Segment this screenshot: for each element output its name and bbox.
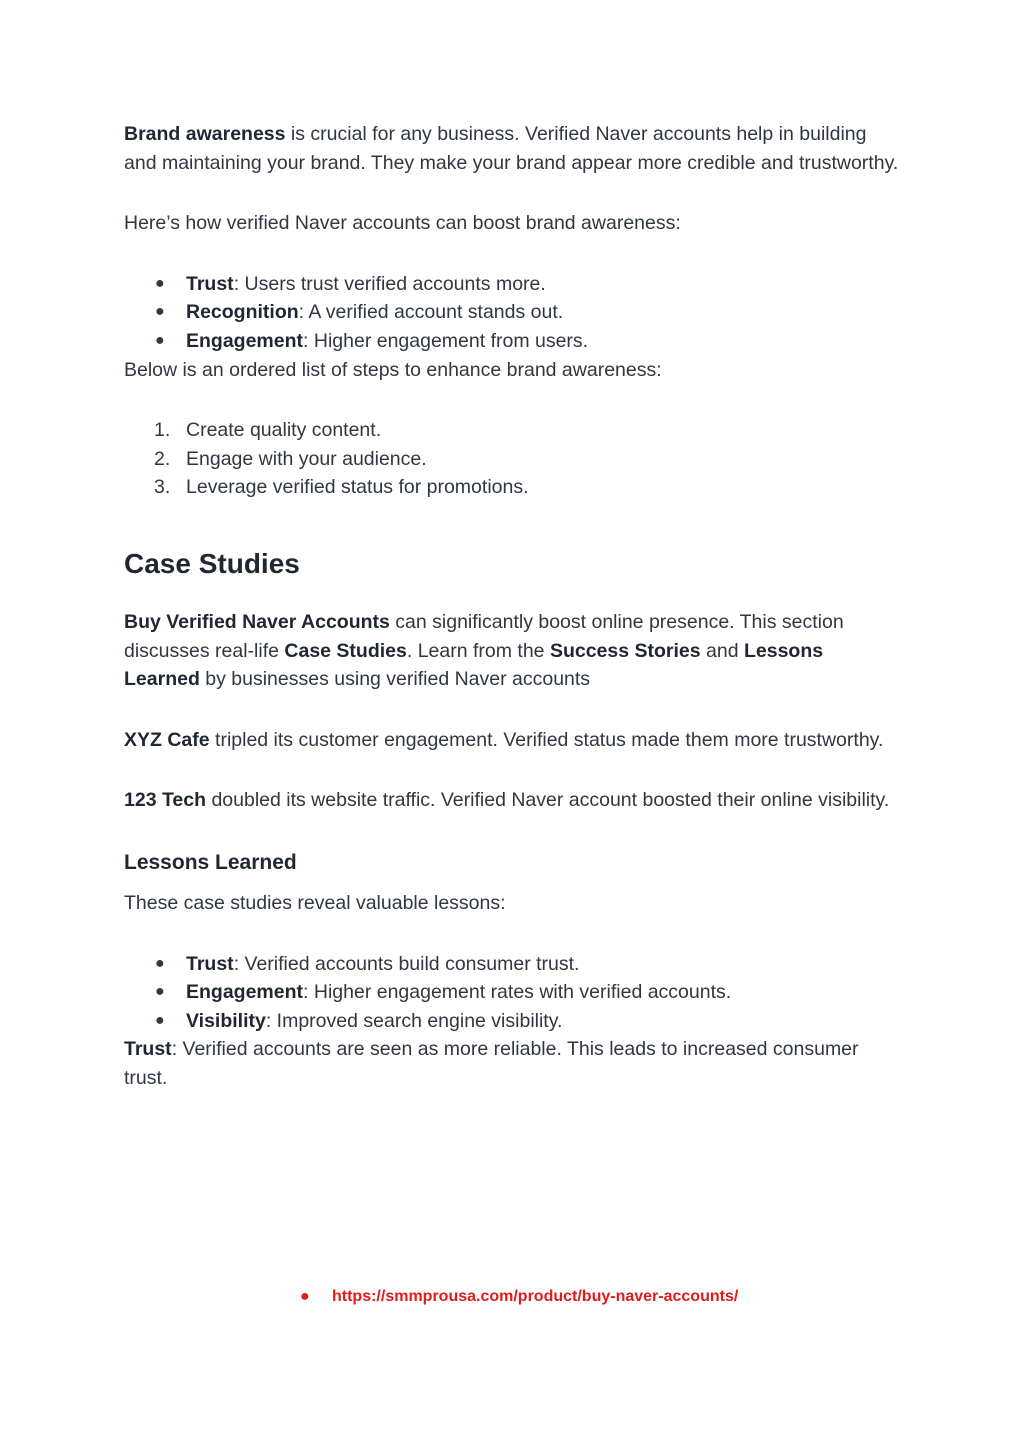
list-item-text: : Improved search engine visibility. [265,1009,563,1032]
list-item [124,270,904,299]
step-text: Engage with your audience. [186,447,427,470]
body-text: doubled its website traffic. Verified Naver account boosted their online visibility. [206,789,890,812]
xyz-cafe-paragraph [124,726,904,755]
product-link[interactable]: https://smmprousa.com/product/buy-naver-accounts/ [332,1288,739,1305]
body-text: tripled its customer engagement. Verified status made them more trustworthy. [209,728,884,751]
list-item-text: : Verified accounts build consumer trust. [233,952,580,975]
list-item [124,950,904,979]
steps-intro-paragraph: Below is an ordered list of steps to enhance brand awareness: [124,358,662,381]
list-item [124,978,904,1007]
bullet-icon: ● [155,983,165,1001]
bold-text: Success Stories [549,639,701,662]
list-item [124,416,904,445]
bullet-icon: ● [300,1288,310,1305]
lessons-list [124,950,904,1036]
bullet-icon: ● [155,274,165,292]
lessons-learned-heading: Lessons Learned [124,850,297,874]
step-number: 3. [154,476,171,499]
list-item [124,445,904,474]
company-name: XYZ Cafe [124,728,210,751]
bullet-icon: ● [155,303,165,321]
brand-awareness-paragraph [124,120,904,177]
list-item [124,473,904,502]
brand-awareness-term: Brand awareness [124,123,286,145]
bullet-icon: ● [155,331,165,349]
bold-text: Buy Verified Naver Accounts [124,610,390,633]
body-text: can significantly boost online presence. This section discusses real-life [124,610,844,662]
body-text: and [700,639,744,662]
trust-note-paragraph [124,1035,904,1092]
steps-list [124,416,904,502]
document-page [124,120,904,1092]
list-item [124,1007,904,1036]
list-item-term: Recognition [186,301,299,324]
step-text: Leverage verified status for promotions. [186,476,529,499]
step-number: 1. [154,419,171,442]
case-studies-intro-paragraph [124,608,904,694]
list-item [124,298,904,327]
list-item-term: Visibility [186,1009,266,1032]
brand-awareness-text: is crucial for any business. Verified Naver accounts help in building and maintaining your brand. They make your brand appear more credible and trustworthy. [124,123,899,174]
list-item [124,327,904,356]
tech-paragraph [124,786,904,815]
list-item-term: Trust [186,952,234,975]
boost-intro-paragraph: Here’s how verified Naver accounts can boost brand awareness: [124,212,681,235]
benefits-list [124,270,904,356]
body-text: : Verified accounts are seen as more reliable. This leads to increased consumer trust. [124,1038,859,1089]
step-text: Create quality content. [186,419,382,442]
list-item-text: : Higher engagement from users. [303,329,589,352]
bold-text: Lessons Learned [124,639,824,691]
body-text: by businesses using verified Naver accounts [199,668,591,691]
bullet-icon: ● [155,954,165,972]
lessons-intro-paragraph: These case studies reveal valuable lessons: [124,891,506,914]
bold-text: Case Studies [284,639,407,662]
bold-text: Trust [124,1038,172,1061]
step-number: 2. [154,447,171,470]
list-item-term: Engagement [186,329,304,352]
list-item-text: : A verified account stands out. [298,301,564,324]
list-item-text: : Users trust verified accounts more. [233,272,546,295]
list-item-term: Trust [186,272,234,295]
case-studies-heading: Case Studies [124,547,300,579]
body-text: . Learn from the [406,639,550,662]
list-item-term: Engagement [186,981,304,1004]
footer-link-row [300,1288,738,1306]
bullet-icon: ● [155,1011,165,1029]
list-item-text: : Higher engagement rates with verified accounts. [303,981,732,1004]
company-name: 123 Tech [124,789,207,812]
